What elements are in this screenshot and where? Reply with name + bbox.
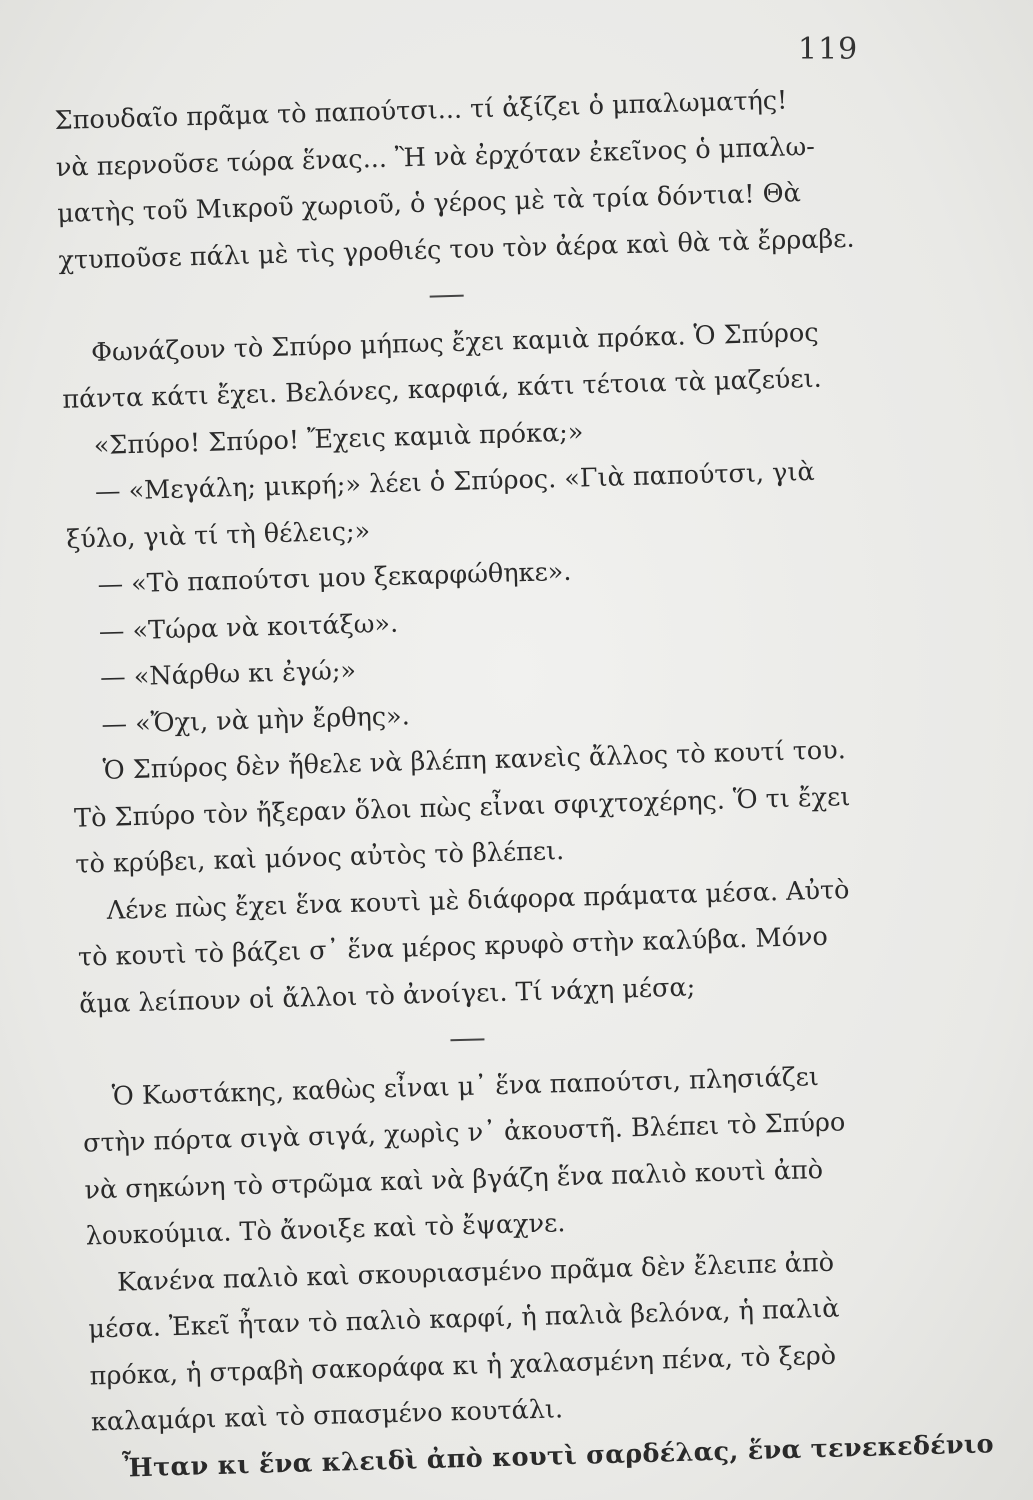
text-line: ξύλο, γιὰ τί τὴ θέλεις;» [65, 515, 371, 555]
paragraph-start-line: Λένε πὼς ἔχει ἕνα κουτὶ μὲ διάφορα πράματα μέσα. Αὐτὸ [106, 874, 850, 926]
paragraph-start-line: Φωνάζουν τὸ Σπύρο μήπως ἔχει καμιὰ πρόκα. Ὁ Σπύρος [90, 317, 819, 368]
text-line: Τὸ Σπύρο τὸν ἤξεραν ὅλοι πὼς εἶναι σφιχτοχέρης. Ὅ τι ἔχει [73, 781, 851, 834]
text-line: νὰ περνοῦσε τώρα ἕνας... Ἢ νὰ ἐρχόταν ἐκεῖνος ὁ μπαλω- [55, 131, 816, 183]
text-line: χτυποῦσε πάλι μὲ τὶς γροθιές του τὸν ἀέρα καὶ θὰ τὰ ἔρραβε. [58, 223, 855, 276]
dialog-line: — «Νάρθω κι ἐγώ;» [99, 655, 357, 693]
dialog-line: «Σπύρο! Σπύρο! Ἔχεις καμιὰ πρόκα;» [93, 416, 584, 461]
dialog-line: — «Ὄχι, νὰ μὴν ἔρθης». [101, 700, 411, 740]
paragraph-start-line: Ἦταν κι ἕνα κλειδὶ ἀπὸ κουτὶ σαρδέλας, ἕνα τενεκεδένιο [121, 1428, 995, 1484]
paragraph-start-line: Ὁ Σπύρος δὲν ἤθελε νὰ βλέπη κανεὶς ἄλλος τὸ κουτί του. [102, 735, 847, 786]
paragraph-start-line: Κανένα παλιὸ καὶ σκουριασμένο πρᾶμα δὲν ἔλειπε ἀπὸ [116, 1247, 835, 1298]
text-line: πάντα κάτι ἔχει. Βελόνες, καρφιά, κάτι τέτοια τὰ μαζεύει. [62, 363, 823, 415]
dialog-line: — «Μεγάλη; μικρή;» λέει ὁ Σπύρος. «Γιὰ παπούτσι, γιὰ [94, 456, 816, 508]
page-number: 119 [798, 32, 859, 67]
text-body [54, 75, 995, 1493]
text-line: στὴν πόρτα σιγὰ σιγά, χωρὶς ν᾿ ἀκουστῆ. Βλέπει τὸ Σπύρο [82, 1107, 846, 1159]
paragraph-start-line: Ὁ Κωστάκης, καθὼς εἶναι μ᾿ ἕνα παπούτσι, πλησιάζει [111, 1061, 820, 1112]
text-line: ἅμα λείπουν οἱ ἄλλοι τὸ ἀνοίγει. Τί νάχη μέσα; [78, 971, 696, 1020]
text-line: πρόκα, ἡ στραβὴ σακοράφα κι ἡ χαλασμένη πένα, τὸ ξερὸ [89, 1340, 837, 1391]
text-line: ματὴς τοῦ Μικροῦ χωριοῦ, ὁ γέρος μὲ τὰ τρία δόντια! Θὰ [56, 178, 802, 229]
text-line: τὸ κουτὶ τὸ βάζει σ᾿ ἕνα μέρος κρυφὸ στὴν καλύβα. Μόνο [77, 921, 829, 973]
text-line: λουκούμια. Τὸ ἄνοιξε καὶ τὸ ἔψαχνε. [85, 1208, 566, 1252]
text-line: μέσα. Ἐκεῖ ἦταν τὸ παλιὸ καρφί, ἡ παλιὰ βελόνα, ἡ παλιὰ [87, 1293, 840, 1345]
text-line: τὸ κρύβει, καὶ μόνος αὐτὸς τὸ βλέπει. [74, 836, 565, 880]
text-line: καλαμάρι καὶ τὸ σπασμένο κουτάλι. [90, 1394, 564, 1438]
dialog-line: — «Τὸ παπούτσι μου ξεκαρφώθηκε». [97, 556, 572, 600]
dialog-line: — «Τώρα νὰ κοιτάξω». [98, 608, 399, 647]
text-line: Σπουδαῖο πρᾶμα τὸ παπούτσι... τί ἀξίζει ὁ μπαλωματής! [54, 85, 788, 136]
text-line: νὰ σηκώνη τὸ στρῶμα καὶ νὰ βγάζη ἕνα παλιὸ κουτὶ ἀπὸ [84, 1154, 824, 1206]
